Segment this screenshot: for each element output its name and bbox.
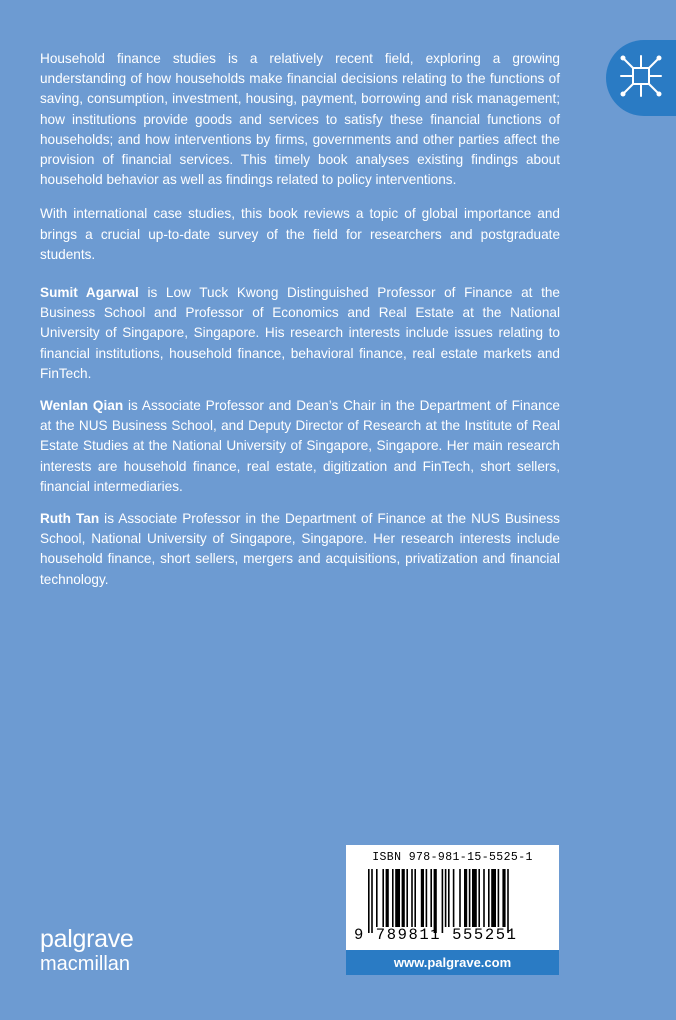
author-name: Wenlan Qian [40, 398, 124, 414]
barcode-panel [346, 845, 559, 950]
barcode-icon [368, 869, 540, 933]
publisher-logo [40, 927, 134, 974]
publisher-website[interactable]: www.palgrave.com [346, 950, 559, 975]
ean-digits: 9 789811 555251 [354, 926, 518, 944]
author-bio-text: is Associate Professor in the Department of Finance at the NUS Business School, National University of Singapore, Singapore. Her research interests include household finance, short sellers, mergers and acquisitions, privatization and financial technology. [40, 511, 560, 587]
publisher-name-line2: macmillan [40, 953, 131, 975]
author-bio-1 [40, 283, 560, 384]
author-bio-2 [40, 396, 560, 497]
blurb-paragraph-1: Household finance studies is a relatively recent field, exploring a growing understanding of how households make financial decisions relating to the functions of saving, consumption, investment, housing, payment, borrowing and risk management; how institutions provide goods and services to satisfy these financial functions of households; and how interventions by firms, governments and other parties affect the provision of financial services. This timely book analyses existing findings about household behavior as well as findings related to policy interventions. [40, 51, 560, 188]
blurb-paragraph-2: With international case studies, this book reviews a topic of global importance and brings a crucial up-to-date survey of the field for researchers and postgraduate students. [40, 206, 560, 262]
cover-text [40, 49, 560, 602]
author-bio-text: is Associate Professor and Dean’s Chair in the Department of Finance at the NUS Business School, and Deputy Director of Research at the Institute of Real Estate Studies at the National University of Singapore, Singapore. Her main research interests are household finance, real estate, digitization and FinTech, short sellers, financial intermediaries. [40, 398, 560, 494]
publisher-name-line1: palgrave [40, 925, 134, 953]
author-name: Sumit Agarwal [40, 285, 139, 301]
palgrave-network-icon [618, 53, 664, 99]
series-badge [606, 40, 676, 116]
author-bio-text: is Low Tuck Kwong Distinguished Professor of Finance at the Business School and Professor of Economics and Real Estate at the National University of Singapore, Singapore. His research interests include issues relating to financial institutions, household finance, behavioral finance, real estate markets and FinTech. [40, 285, 560, 381]
author-name: Ruth Tan [40, 511, 100, 527]
author-bio-3 [40, 509, 560, 590]
isbn-label: ISBN 978-981-15-5525-1 [372, 851, 533, 864]
